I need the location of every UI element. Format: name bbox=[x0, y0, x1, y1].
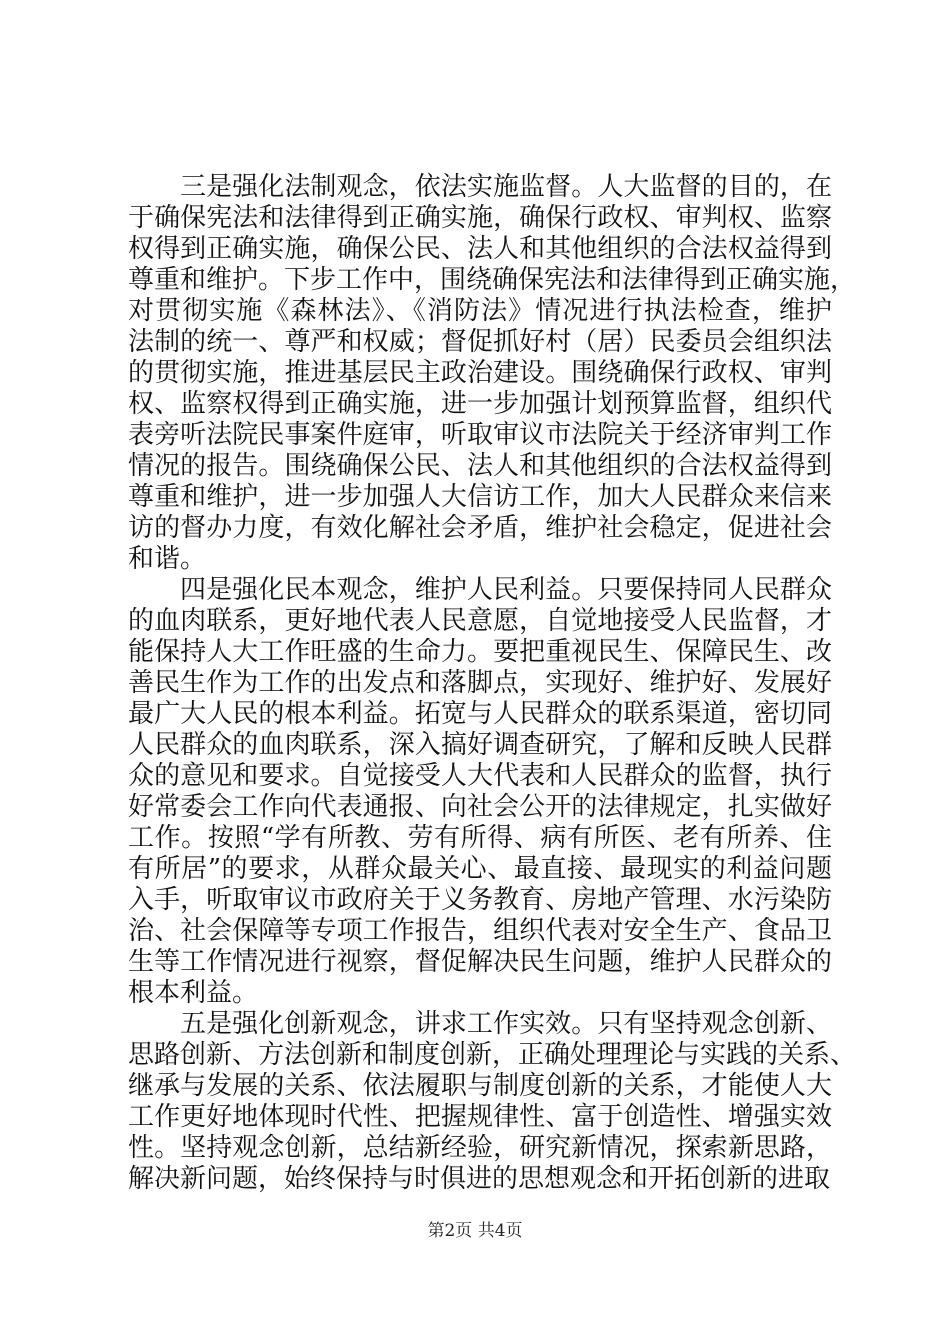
text-line: 对贯彻实施《森林法》、《消防法》情况进行执法检查，维护 bbox=[128, 296, 832, 326]
text-line: 权、监察权得到正确实施，进一步加强计划预算监督，组织代 bbox=[128, 389, 832, 419]
text-line: 性。坚持观念创新，总结新经验，研究新情况，探索新思路， bbox=[128, 1133, 832, 1163]
text-line: 尊重和维护，进一步加强人大信访工作，加大人民群众来信来 bbox=[128, 482, 832, 512]
text-line: 能保持人大工作旺盛的生命力。要把重视民生、保障民生、改 bbox=[128, 637, 832, 667]
text-line: 表旁听法院民事案件庭审，听取审议市法院关于经济审判工作 bbox=[128, 420, 832, 450]
document-body bbox=[128, 172, 857, 1195]
text-line: 工作。按照“学有所教、劳有所得、病有所医、老有所养、住 bbox=[128, 823, 832, 853]
text-line: 继承与发展的关系、依法履职与制度创新的关系，才能使人大 bbox=[128, 1071, 832, 1101]
text-line: 工作更好地体现时代性、把握规律性、富于创造性、增强实效 bbox=[128, 1102, 832, 1132]
text-line: 的贯彻实施，推进基层民主政治建设。围绕确保行政权、审判 bbox=[128, 358, 832, 388]
text-line: 治、社会保障等专项工作报告，组织代表对安全生产、食品卫 bbox=[128, 916, 832, 946]
text-line: 根本利益。 bbox=[128, 978, 259, 1008]
text-line: 情况的报告。围绕确保公民、法人和其他组织的合法权益得到 bbox=[128, 451, 832, 481]
text-line: 思路创新、方法创新和制度创新，正确处理理论与实践的关系、 bbox=[128, 1040, 857, 1070]
text-line: 众的意见和要求。自觉接受人大代表和人民群众的监督，执行 bbox=[128, 761, 832, 791]
text-line: 好常委会工作向代表通报、向社会公开的法律规定，扎实做好 bbox=[128, 792, 832, 822]
text-line: 访的督办力度，有效化解社会矛盾，维护社会稳定，促进社会 bbox=[128, 513, 832, 543]
text-line: 法制的统一、尊严和权威；督促抓好村（居）民委员会组织法 bbox=[128, 327, 832, 357]
text-line: 最广大人民的根本利益。拓宽与人民群众的联系渠道，密切同 bbox=[128, 699, 832, 729]
text-line: 入手，听取审议市政府关于义务教育、房地产管理、水污染防 bbox=[128, 885, 832, 915]
text-line: 四是强化民本观念，维护人民利益。只要保持同人民群众 bbox=[180, 575, 832, 605]
text-line: 解决新问题，始终保持与时俱进的思想观念和开拓创新的进取 bbox=[128, 1164, 831, 1194]
paragraph bbox=[128, 172, 857, 575]
text-line: 生等工作情况进行视察，督促解决民生问题，维护人民群众的 bbox=[128, 947, 832, 977]
page-footer: 第2页 共4页 bbox=[427, 1221, 523, 1241]
paragraph bbox=[128, 575, 832, 1009]
text-line: 人民群众的血肉联系，深入搞好调查研究，了解和反映人民群 bbox=[128, 730, 832, 760]
text-line: 三是强化法制观念，依法实施监督。人大监督的目的，在 bbox=[180, 172, 832, 202]
text-line: 和谐。 bbox=[128, 544, 207, 574]
text-line: 五是强化创新观念，讲求工作实效。只有坚持观念创新、 bbox=[180, 1009, 832, 1039]
text-line: 善民生作为工作的出发点和落脚点，实现好、维护好、发展好 bbox=[128, 668, 832, 698]
text-line: 权得到正确实施，确保公民、法人和其他组织的合法权益得到 bbox=[128, 234, 832, 264]
paragraph bbox=[128, 1009, 857, 1195]
text-line: 的血肉联系，更好地代表人民意愿，自觉地接受人民监督，才 bbox=[128, 606, 832, 636]
text-line: 于确保宪法和法律得到正确实施，确保行政权、审判权、监察 bbox=[128, 203, 832, 233]
text-line: 有所居”的要求，从群众最关心、最直接、最现实的利益问题 bbox=[128, 854, 832, 884]
text-line: 尊重和维护。下步工作中，围绕确保宪法和法律得到正确实施， bbox=[128, 265, 857, 295]
